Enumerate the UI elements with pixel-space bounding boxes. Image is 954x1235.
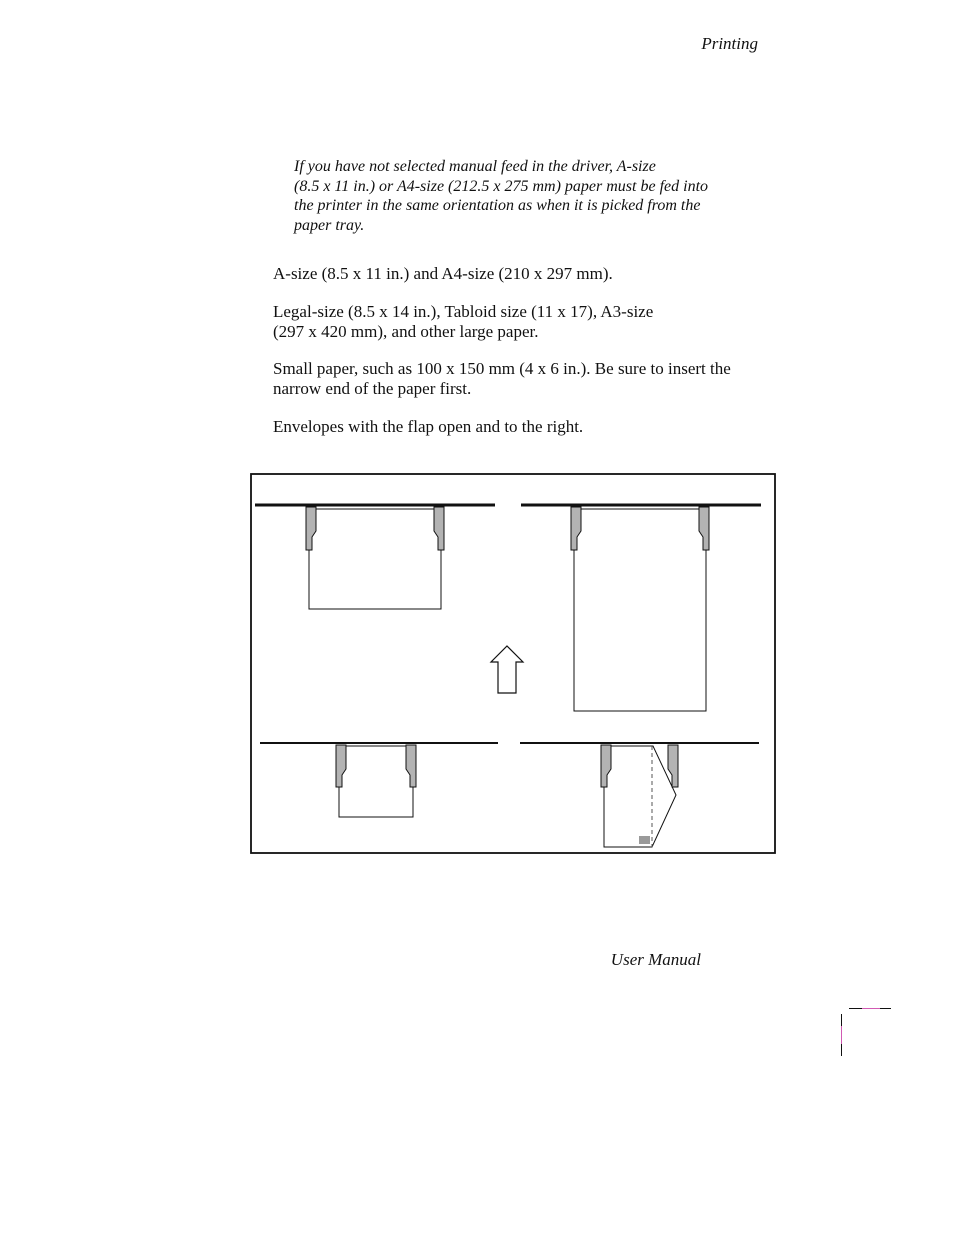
- paper-type-line: A-size (8.5 x 11 in.) and A4-size (210 x 297 mm).: [273, 264, 613, 283]
- arrow-up-icon: [491, 646, 523, 693]
- crop-mark-accent: [841, 1026, 842, 1044]
- running-foot: User Manual: [610, 950, 701, 969]
- crop-mark-accent: [862, 1008, 880, 1009]
- note-line: If you have not selected manual feed in the driver, A-size: [294, 158, 656, 175]
- panel-envelope: [520, 743, 759, 847]
- paper-type-a-size: [273, 264, 763, 284]
- paper-type-line: Small paper, such as 100 x 150 mm (4 x 6 in.). Be sure to insert the: [273, 359, 731, 378]
- paper-type-line: narrow end of the paper first.: [273, 379, 472, 398]
- paper-type-line: Legal-size (8.5 x 14 in.), Tabloid size (11 x 17), A3-size: [273, 302, 654, 321]
- note-line: (8.5 x 11 in.) or A4-size (212.5 x 275 mm) paper must be fed into: [294, 177, 709, 195]
- envelope: [604, 746, 676, 847]
- paper-sheet: [309, 509, 441, 609]
- paper-type-small: [273, 359, 763, 399]
- running-head: Printing: [701, 34, 758, 53]
- orientation-diagram: [250, 473, 776, 855]
- paper-orientation-figure: [250, 473, 776, 855]
- panel-small-paper: [260, 743, 498, 817]
- envelope-stamp-mark: [639, 836, 650, 844]
- paper-sheet: [339, 746, 413, 817]
- note-line: paper tray.: [294, 216, 365, 234]
- paper-type-large: [273, 302, 763, 342]
- manual-feed-note: [294, 157, 734, 235]
- paper-type-line: Envelopes with the flap open and to the right.: [273, 417, 584, 436]
- paper-type-line: (297 x 420 mm), and other large paper.: [273, 322, 539, 341]
- panel-large-paper: [521, 505, 761, 711]
- paper-type-envelope: [273, 417, 763, 437]
- note-line: the printer in the same orientation as when it is picked from the: [294, 197, 701, 214]
- paper-sheet: [574, 509, 706, 711]
- panel-a-size: [255, 505, 495, 609]
